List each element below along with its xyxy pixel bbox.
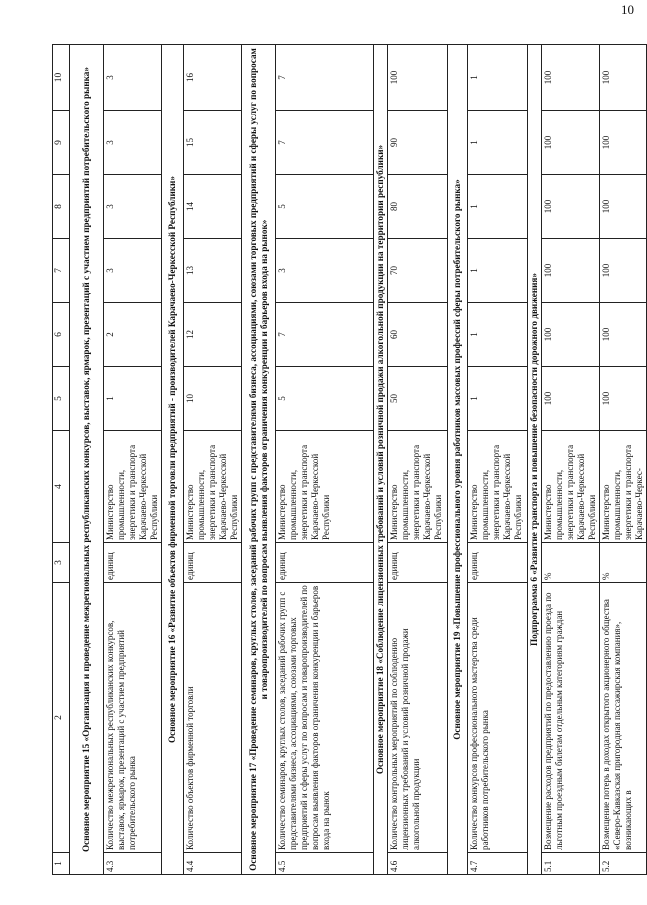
value-col9: 7 [276, 111, 374, 175]
table-row [388, 45, 448, 875]
table-row [104, 45, 162, 875]
col-number-3: 3 [53, 543, 70, 583]
section-title: Основное мероприятие 16 «Развитие объектов фирменной торговли предприятий - производителей Карачаево-Черкесской Республики» [162, 45, 184, 875]
indicator-name: Количество контрольных мероприятий по соблюдению лицензионных требований и условий розничной продажи алкогольной продукции [388, 583, 448, 853]
section-title: Основное мероприятие 17 «Проведение семинаров, круглых столов, заседаний рабочих групп с представителями бизнеса, ассоциациями, союзами торговых предприятий и сферы услуг по вопросам и товаропроизводителей по вопросам выявления факторов ограничения конкуренции и барьеров входа на рынок» [242, 45, 276, 875]
indicator-name: Возмещение потерь в доходах открытого акционерного общества «Северо-Кавказская пригородная пассажирская компания», возникающих в [600, 583, 647, 853]
value-col7: 3 [104, 239, 162, 303]
executor: Министерство промышленности, энергетики и транспорта Карачаево-Черкесской Республики [104, 431, 162, 543]
value-col9: 90 [388, 111, 448, 175]
value-col6: 7 [276, 303, 374, 367]
col-number-9: 9 [53, 111, 70, 175]
section-row [242, 45, 276, 875]
section-row [70, 45, 104, 875]
column-number-row [53, 45, 70, 875]
table-row [276, 45, 374, 875]
value-col6: 100 [542, 303, 600, 367]
value-col6: 12 [184, 303, 242, 367]
unit: единиц [104, 543, 162, 583]
value-col10: 100 [542, 45, 600, 111]
executor: Министерство промышленности, энергетики и транспорта Карачаево-Черкесской Республики [468, 431, 528, 543]
indicator-name: Количество объектов фирменной торговли [184, 583, 242, 853]
row-number: 4.5 [276, 853, 374, 875]
executor: Министерство промышленности, энергетики и транспорта Карачаево-Черкесской Республики [388, 431, 448, 543]
section-row [448, 45, 468, 875]
value-col10: 16 [184, 45, 242, 111]
indicator-name: Возмещение расходов предприятий по предоставлению проезда по льготным проездным билетам отдельным категориям граждан [542, 583, 600, 853]
value-col6: 60 [388, 303, 448, 367]
value-col10: 1 [468, 45, 528, 111]
section-title: Основное мероприятие 15 «Организация и проведение межрегиональных республиканских конкурсов, выставок, ярмарок, презентаций с участием предприятий потребительского рынка» [70, 45, 104, 875]
value-col8: 1 [468, 175, 528, 239]
value-col5: 100 [600, 367, 647, 431]
unit: единиц [468, 543, 528, 583]
executor: Министерство промышленности, энергетики и транспорта Карачаево-Черкесской Республики [184, 431, 242, 543]
row-number: 5.2 [600, 853, 647, 875]
value-col8: 3 [104, 175, 162, 239]
value-col7: 100 [542, 239, 600, 303]
value-col5: 1 [468, 367, 528, 431]
col-number-5: 5 [53, 367, 70, 431]
col-number-1: 1 [53, 853, 70, 875]
row-number: 4.6 [388, 853, 448, 875]
col-number-7: 7 [53, 239, 70, 303]
table-row [542, 45, 600, 875]
row-number: 5.1 [542, 853, 600, 875]
value-col7: 1 [468, 239, 528, 303]
table-row [468, 45, 528, 875]
row-number: 4.3 [104, 853, 162, 875]
page-number: 10 [621, 2, 634, 17]
value-col5: 1 [104, 367, 162, 431]
value-col5: 100 [542, 367, 600, 431]
table-row [600, 45, 647, 875]
value-col8: 5 [276, 175, 374, 239]
value-col10: 7 [276, 45, 374, 111]
value-col7: 13 [184, 239, 242, 303]
value-col7: 3 [276, 239, 374, 303]
indicators-table [52, 44, 647, 875]
value-col7: 70 [388, 239, 448, 303]
value-col7: 100 [600, 239, 647, 303]
value-col9: 3 [104, 111, 162, 175]
section-title: Основное мероприятие 18 «Соблюдение лицензионных требований и условий розничной продажи алкогольной продукции на территории республики» [374, 45, 388, 875]
value-col8: 100 [600, 175, 647, 239]
table-row [184, 45, 242, 875]
indicator-name: Количество межрегиональных республиканских конкурсов, выставок, ярмарок, презентаций с участием предприятий потребительского рынка [104, 583, 162, 853]
col-number-4: 4 [53, 431, 70, 543]
value-col8: 14 [184, 175, 242, 239]
value-col8: 100 [542, 175, 600, 239]
unit: % [600, 543, 647, 583]
value-col10: 100 [388, 45, 448, 111]
value-col9: 15 [184, 111, 242, 175]
value-col6: 100 [600, 303, 647, 367]
executor: Министерство промышленности, энергетики и транспорта Карачаево-Черкесской Республики [542, 431, 600, 543]
value-col5: 5 [276, 367, 374, 431]
value-col5: 50 [388, 367, 448, 431]
col-number-6: 6 [53, 303, 70, 367]
value-col9: 1 [468, 111, 528, 175]
col-number-8: 8 [53, 175, 70, 239]
unit: единиц [184, 543, 242, 583]
row-number: 4.4 [184, 853, 242, 875]
indicator-name: Количество конкурсов профессионального мастерства среди работников потребительского рынка [468, 583, 528, 853]
value-col10: 100 [600, 45, 647, 111]
unit: % [542, 543, 600, 583]
value-col9: 100 [542, 111, 600, 175]
col-number-10: 10 [53, 45, 70, 111]
value-col5: 10 [184, 367, 242, 431]
value-col9: 100 [600, 111, 647, 175]
subprogram-row [528, 45, 542, 875]
section-title: Основное мероприятие 19 «Повышение профессионального уровня работников массовых профессий сферы потребительского рынка» [448, 45, 468, 875]
unit: единиц [276, 543, 374, 583]
row-number: 4.7 [468, 853, 528, 875]
indicator-name: Количество семинаров, круглых столов, заседаний рабочих групп с представителями бизнеса, ассоциациями, союзами торговых предприятий и сферы услуг по вопросам и товаропроизводителей по вопросам выявления факторов ограничения конкуренции и барьеров входа на рынок [276, 583, 374, 853]
value-col8: 80 [388, 175, 448, 239]
section-row [374, 45, 388, 875]
rotated-table-container [52, 45, 644, 875]
value-col10: 3 [104, 45, 162, 111]
col-number-2: 2 [53, 583, 70, 853]
subprogram-title: Подпрограмма 6 «Развитие транспорта и повышение безопасности дорожного движения» [528, 45, 542, 875]
unit: единиц [388, 543, 448, 583]
value-col6: 2 [104, 303, 162, 367]
executor: Министерство промышленности, энергетики и транспорта Карачаево-Черкесской Республики [276, 431, 374, 543]
executor: Министерство промышленности, энергетики и транспорта Карачаево-Черкес- [600, 431, 647, 543]
section-row [162, 45, 184, 875]
value-col6: 1 [468, 303, 528, 367]
